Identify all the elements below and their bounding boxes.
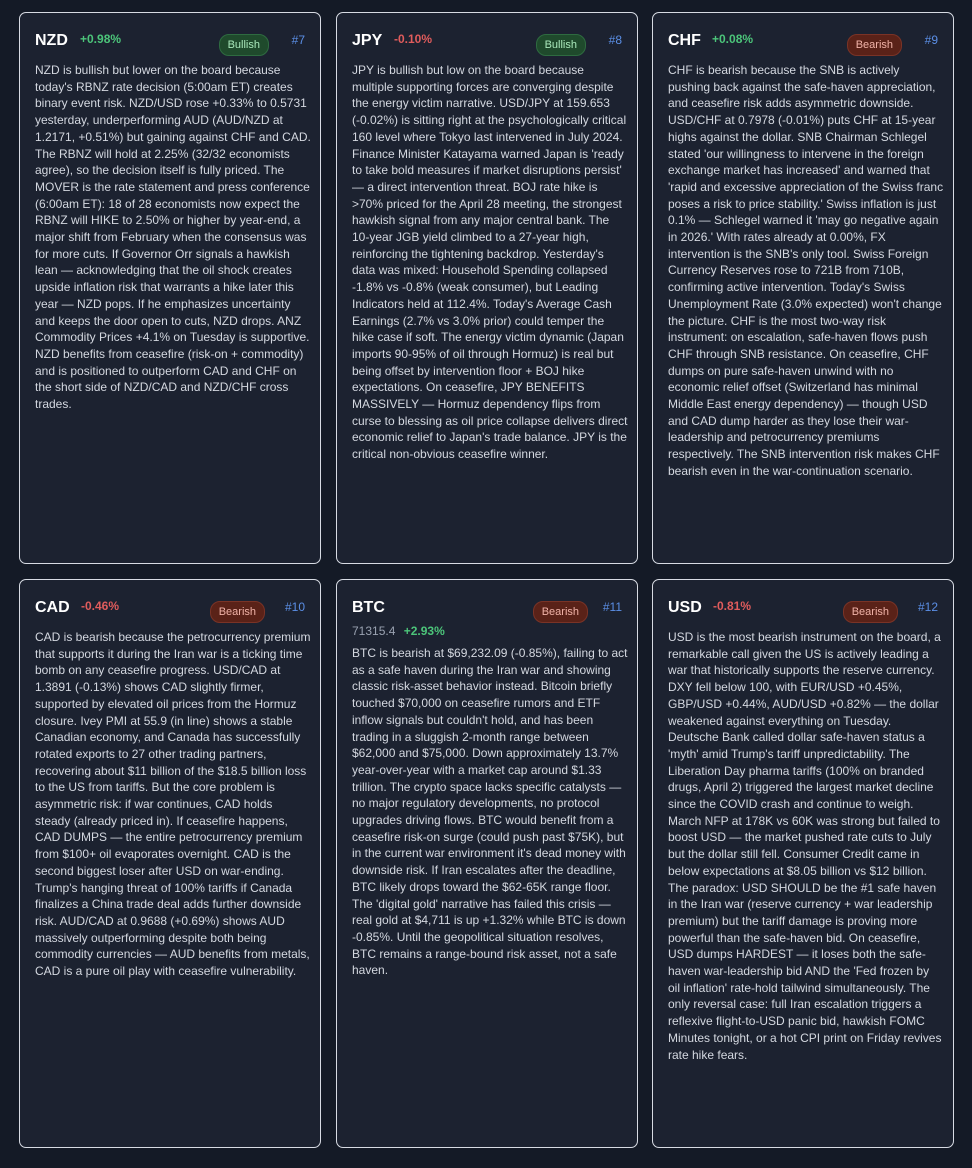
price-row: [352, 622, 622, 640]
rank-label: #11: [602, 600, 622, 614]
card-header: [35, 29, 305, 55]
sentiment-badge: Bearish: [210, 601, 265, 623]
symbol-label: JPY: [352, 32, 383, 49]
symbol-label: USD: [668, 599, 702, 616]
change-percent: +2.93%: [403, 624, 445, 638]
price-value: 71315.4: [352, 624, 396, 638]
change-percent: -0.46%: [81, 599, 120, 613]
change-percent: -0.10%: [394, 32, 433, 46]
analysis-text: CHF is bearish because the SNB is actively pushing back against the safe-haven appreciation, and ceasefire risk adds asymmetric downside. USD/CHF at 0.7978 (-0.01%) puts CHF at 15-year highs against the dollar. SNB Chairman Schlegel stated 'our willingness to intervene in the foreign exchange market has increased' and warned that 'rapid and excessive appreciation of the Swiss franc poses a risk to price stability.' Swiss inflation is just 0.1% — Schlegel warned it 'may go negative again in 2026.' With rates already at 0.00%, FX intervention is the SNB's only tool. Swiss Foreign Currency Reserves rose to 721B from 710B, confirming active intervention. Today's Swiss Unemployment Rate (3.0% expected) won't change the picture. CHF is the most two-way risk instrument: on escalation, safe-haven flows push CHF through SNB resistance. On ceasefire, CHF dumps on pure safe-haven unwind with no economic relief offset (Switzerland has minimal Middle East energy dependency) — though USD and CAD dump harder as they lose their war-leadership and petrocurrency premiums respectively. The SNB intervention risk makes CHF bearish even in the war-continuation scenario.: [668, 63, 944, 478]
sentiment-badge: Bearish: [847, 34, 902, 56]
card-jpy[interactable]: [336, 12, 638, 564]
analysis-text: BTC is bearish at $69,232.09 (-0.85%), failing to act as a safe haven during the Iran war and showing classic risk-asset behavior instead. Bitcoin briefly touched $70,000 on ceasefire rumors and ETF inflow signals but couldn't hold, and has been trading in a sluggish 2-month range between $62,000 and $75,000. Down approximately 13.7% year-over-year with a market cap around $1.33 trillion. The crypto space lacks specific catalysts — no major regulatory developments, no protocol upgrades driving flows. BTC would benefit from a ceasefire risk-on surge (could push past $75K), but in the current war environment it's dead money with downside risk. If Iran escalates after the deadline, BTC likely drops toward the $62-65K range floor. The 'digital gold' narrative has failed this crisis — real gold at $4,711 is up +1.32% while BTC is down -0.85%. Until the geopolitical situation resolves, BTC remains a range-bound risk asset, not a safe haven.: [352, 646, 628, 978]
card-header: [35, 596, 305, 622]
card-header: [668, 596, 938, 622]
change-percent: +0.98%: [80, 32, 122, 46]
card-btc[interactable]: [336, 579, 638, 1148]
analysis-text: NZD is bullish but lower on the board because today's RBNZ rate decision (5:00am ET) creates binary event risk. NZD/USD rose +0.33% to 0.5731 yesterday, underperforming AUD (AUD/NZD at 1.2171, +0.51%) but gaining against CHF and CAD. The RBNZ will hold at 2.25% (32/32 economists agree), so the decision itself is fully priced. The MOVER is the rate statement and press conference (6:00am ET): 18 of 28 economists now expect the RBNZ will HIKE to 2.50% or higher by year-end, a major shift from February when the consensus was for more cuts. If Governor Orr signals a hawkish lean — acknowledging that the oil shock creates upside inflation risk that warrants a hike later this year — NZD pops. If he emphasizes uncertainty and keeps the door open to cuts, NZD drops. ANZ Commodity Prices +4.1% on Tuesday is supportive. NZD benefits from ceasefire (risk-on + commodity) and is positioned to outperform CAD and CHF on the short side of NZD/CAD and NZD/CHF cross trades.: [35, 63, 311, 412]
sentiment-badge: Bearish: [533, 601, 588, 623]
card-header: [352, 29, 622, 55]
analysis-text: USD is the most bearish instrument on the board, a remarkable call given the US is actively leading a war that historically supports the reserve currency. DXY fell below 100, with EUR/USD +0.45%, GBP/USD +0.44%, AUD/USD +0.82% — the dollar weakened against everything on Tuesday. Deutsche Bank called dollar safe-haven status a 'myth' amid Trump's tariff unpredictability. The Liberation Day pharma tariffs (100% on branded drugs, April 2) triggered the largest market decline since the COVID crash and continue to weigh. March NFP at 178K vs 60K was strong but failed to boost USD — the market pushed rate cuts to July but the dollar still fell. Consumer Credit came in below expectations at $8.05 billion vs $12 billion. The paradox: USD SHOULD be the #1 safe haven in the Iran war (reserve currency + war leadership premium) but the tariff damage is proving more powerful than the safe-haven bid. On ceasefire, USD dumps HARDEST — it loses both the safe-haven war-leadership bid AND the 'Fed frozen by oil inflation' rate-hold tailwind simultaneously. The only reversal case: full Iran escalation triggers a reflexive flight-to-USD panic bid, hawkish FOMC Minutes tonight, or a hot CPI print on Friday revives rate hike fears.: [668, 630, 942, 1062]
card-cad[interactable]: [19, 579, 321, 1148]
change-percent: +0.08%: [712, 32, 754, 46]
card-nzd[interactable]: [19, 12, 321, 564]
rank-label: #10: [284, 600, 305, 614]
sentiment-badge: Bearish: [843, 601, 898, 623]
card-header: [352, 596, 622, 622]
card-chf[interactable]: [652, 12, 954, 564]
symbol-label: CHF: [668, 32, 701, 49]
rank-label: #9: [924, 33, 938, 47]
card-usd[interactable]: [652, 579, 954, 1148]
rank-label: #8: [608, 33, 622, 47]
change-percent: -0.81%: [713, 599, 752, 613]
rank-label: #7: [291, 33, 305, 47]
symbol-label: NZD: [35, 32, 68, 49]
analysis-text: JPY is bullish but low on the board because multiple supporting forces are converging despite the energy victim narrative. USD/JPY at 159.653 (-0.02%) is sitting right at the psychologically critical 160 level where Tokyo last intervened in July 2024. Finance Minister Katayama warned Japan is 'ready to take bold measures if market disruptions persist' — a direct intervention threat. BOJ rate hike is >70% priced for the April 28 meeting, the strongest hawkish signal from any major central bank. The 10-year JGB yield climbed to a 27-year high, reinforcing the tightening backdrop. Yesterday's data was mixed: Household Spending collapsed -1.8% vs -0.8% (weak consumer), but Leading Indicators held at 112.4%. Today's Average Cash Earnings (2.7% vs 3.0% prior) could temper the hike case if soft. The energy victim dynamic (Japan imports 90-95% of oil through Hormuz) is real but being offset by intervention floor + BOJ hike expectations. On ceasefire, JPY BENEFITS MASSIVELY — Hormuz dependency flips from curse to blessing as oil price collapse delivers direct economic relief to Japan's trade balance. JPY is the critical non-obvious ceasefire winner.: [352, 63, 628, 462]
sentiment-badge: Bullish: [219, 34, 269, 56]
card-header: [668, 29, 938, 55]
symbol-label: BTC: [352, 599, 385, 616]
analysis-text: CAD is bearish because the petrocurrency premium that supports it during the Iran war is a ticking time bomb on any ceasefire progress. USD/CAD at 1.3891 (-0.13%) shows CAD slightly firmer, supported by elevated oil prices from the Hormuz closure. Ivey PMI at 55.9 (in line) shows a stable Canadian economy, and Canada has successfully rotated exports to 27 other trading partners, recovering about $11 billion of the $18.5 billion loss to the US from tariffs. But the core problem is asymmetric risk: if war continues, CAD holds steady (already priced in). If ceasefire happens, CAD DUMPS — the entire petrocurrency premium from $100+ oil evaporates overnight. CAD is the second biggest loser after USD on war-ending. Trump's hanging threat of 100% tariffs if Canada finalizes a China trade deal adds further downside risk. AUD/CAD at 0.9688 (+0.69%) shows AUD massively outperforming despite both being commodity currencies — AUD benefits from metals, CAD is a pure oil play with ceasefire vulnerability.: [35, 630, 311, 979]
sentiment-badge: Bullish: [536, 34, 586, 56]
rank-label: #12: [917, 600, 938, 614]
symbol-label: CAD: [35, 599, 70, 616]
